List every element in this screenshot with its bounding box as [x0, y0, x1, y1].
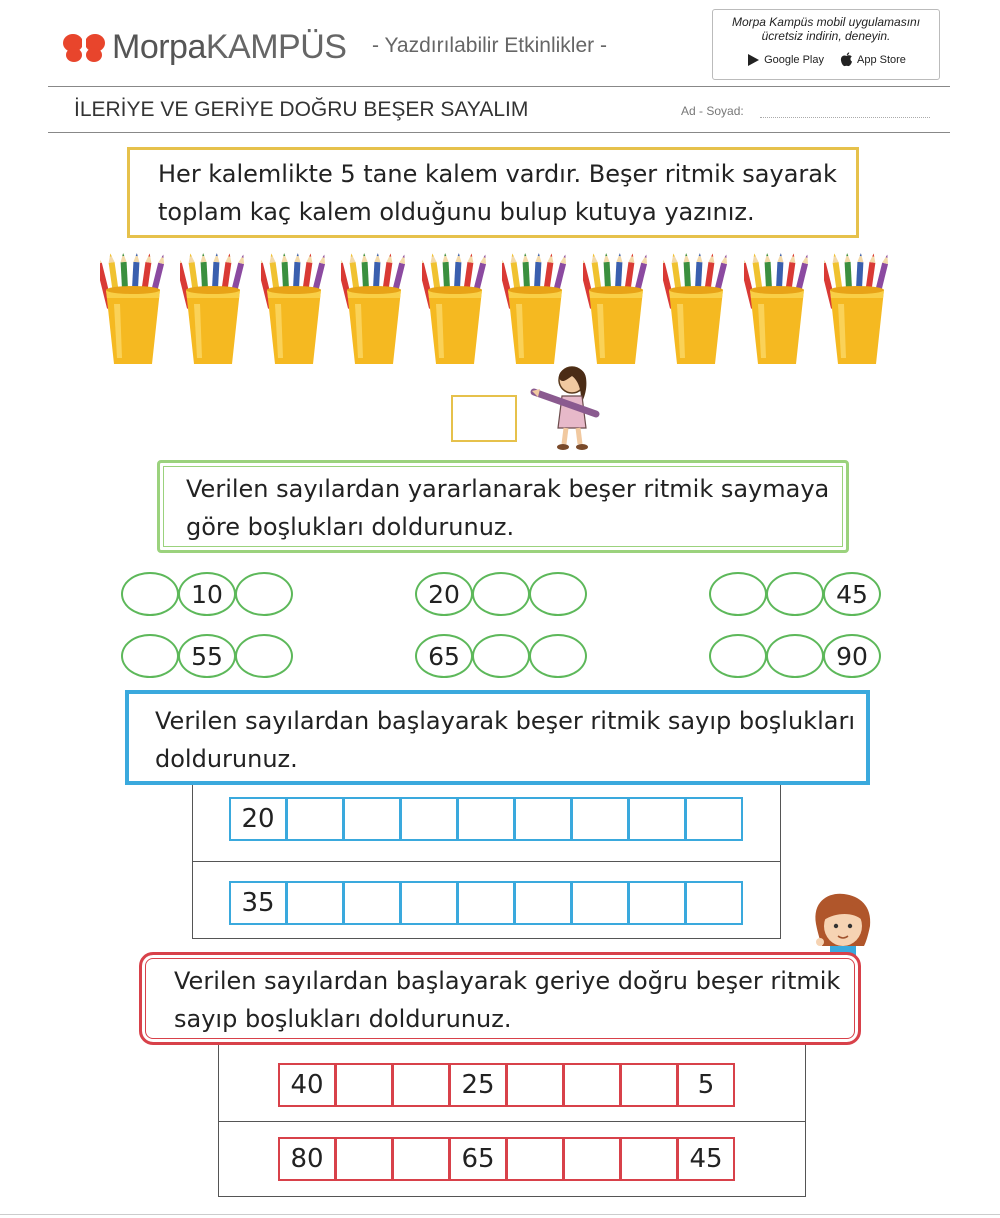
- blank-answer-cell[interactable]: [563, 1137, 621, 1181]
- blank-answer-oval[interactable]: [766, 634, 824, 678]
- oval-sequence: [415, 572, 586, 616]
- instruction-box-2: [157, 460, 849, 553]
- given-number-cell: 65: [449, 1137, 507, 1181]
- blank-answer-cell[interactable]: [628, 797, 686, 841]
- pencil-cup-icon: [341, 248, 407, 368]
- pencil-cup-icon: [502, 248, 568, 368]
- girl-pointing-illustration: [808, 890, 878, 956]
- morpa-logo: [62, 28, 346, 67]
- app-promo-line1: Morpa Kampüs mobil uygulamasını: [731, 15, 921, 29]
- instruction-box-4: [139, 952, 861, 1045]
- instruction-4-line2: sayıp boşlukları doldurunuz.: [174, 1005, 512, 1033]
- instruction-box-3: [125, 690, 870, 785]
- given-number-cell: 20: [229, 797, 287, 841]
- blank-answer-cell[interactable]: [514, 797, 572, 841]
- oval-sequence: [415, 634, 586, 678]
- blank-answer-oval[interactable]: [529, 572, 587, 616]
- blank-answer-oval[interactable]: [709, 634, 767, 678]
- given-number-oval: 90: [823, 634, 881, 678]
- instruction-4-line1: Verilen sayılardan başlayarak geriye doğru beşer ritmik: [174, 967, 841, 995]
- given-number-oval: 10: [178, 572, 236, 616]
- blank-answer-oval[interactable]: [529, 634, 587, 678]
- name-field[interactable]: [760, 117, 930, 118]
- number-cell-row: [278, 1063, 734, 1107]
- butterfly-logo-icon: [62, 33, 106, 63]
- oval-sequence: [121, 634, 292, 678]
- blank-answer-cell[interactable]: [335, 1137, 393, 1181]
- app-promo-box: [712, 9, 940, 80]
- blank-answer-cell[interactable]: [343, 881, 401, 925]
- given-number-oval: 20: [415, 572, 473, 616]
- blank-answer-cell[interactable]: [514, 881, 572, 925]
- pencil-cup-icon: [180, 248, 246, 368]
- given-number-cell: 45: [677, 1137, 735, 1181]
- pencil-cup-icon: [261, 248, 327, 368]
- tagline: - Yazdırılabilir Etkinlikler -: [372, 34, 607, 57]
- instruction-1-line1: Her kalemlikte 5 tane kalem vardır. Beşer ritmik sayarak: [158, 160, 837, 188]
- pencil-cup-icon: [663, 248, 729, 368]
- given-number-cell: 40: [278, 1063, 336, 1107]
- blank-answer-cell[interactable]: [400, 881, 458, 925]
- blank-answer-oval[interactable]: [472, 634, 530, 678]
- blank-answer-cell[interactable]: [286, 881, 344, 925]
- given-number-oval: 45: [823, 572, 881, 616]
- google-play-label: Google Play: [764, 53, 824, 66]
- blank-answer-cell[interactable]: [620, 1063, 678, 1107]
- blank-answer-oval[interactable]: [121, 572, 179, 616]
- pencil-cup-icon: [824, 248, 890, 368]
- oval-sequence: [709, 634, 880, 678]
- page-bottom-edge: [0, 1214, 1000, 1215]
- blank-answer-cell[interactable]: [571, 881, 629, 925]
- name-label: Ad - Soyad:: [681, 104, 744, 118]
- blank-answer-cell[interactable]: [506, 1063, 564, 1107]
- blank-answer-oval[interactable]: [766, 572, 824, 616]
- given-number-cell: 25: [449, 1063, 507, 1107]
- total-answer-box[interactable]: [451, 395, 517, 442]
- google-play-link[interactable]: [746, 52, 824, 67]
- title-divider: [48, 132, 950, 133]
- blank-answer-cell[interactable]: [571, 797, 629, 841]
- pencil-cup-icon: [583, 248, 649, 368]
- given-number-oval: 55: [178, 634, 236, 678]
- given-number-cell: 80: [278, 1137, 336, 1181]
- header-divider: [48, 86, 950, 87]
- instruction-2-line2: göre boşlukları doldurunuz.: [186, 513, 515, 541]
- blank-answer-cell[interactable]: [335, 1063, 393, 1107]
- pencil-cup-icon: [422, 248, 488, 368]
- panel-divider: [192, 861, 781, 862]
- blank-answer-cell[interactable]: [628, 881, 686, 925]
- oval-sequence: [709, 572, 880, 616]
- blank-answer-oval[interactable]: [472, 572, 530, 616]
- blank-answer-cell[interactable]: [563, 1063, 621, 1107]
- app-store-link[interactable]: [840, 52, 906, 67]
- blank-answer-cell[interactable]: [506, 1137, 564, 1181]
- oval-sequence: [121, 572, 292, 616]
- instruction-2-line1: Verilen sayılardan yararlanarak beşer ritmik saymaya: [186, 475, 830, 503]
- pencil-cup-icon: [744, 248, 810, 368]
- blank-answer-cell[interactable]: [400, 797, 458, 841]
- number-cell-row: [229, 881, 742, 925]
- instruction-1-line2: toplam kaç kalem olduğunu bulup kutuya yazınız.: [158, 198, 755, 226]
- app-store-label: App Store: [857, 53, 906, 66]
- blank-answer-oval[interactable]: [235, 572, 293, 616]
- panel-divider: [218, 1121, 806, 1122]
- blank-answer-cell[interactable]: [685, 797, 743, 841]
- blank-answer-cell[interactable]: [286, 797, 344, 841]
- blank-answer-cell[interactable]: [685, 881, 743, 925]
- blank-answer-cell[interactable]: [457, 881, 515, 925]
- apple-icon: [840, 52, 853, 67]
- pencil-cups-row: [100, 248, 890, 373]
- blank-answer-cell[interactable]: [343, 797, 401, 841]
- blank-answer-cell[interactable]: [620, 1137, 678, 1181]
- app-promo-line2: ücretsiz indirin, deneyin.: [761, 29, 891, 43]
- instruction-box-1: [127, 147, 859, 238]
- number-cell-row: [229, 797, 742, 841]
- play-icon: [746, 53, 760, 67]
- instruction-3-line2: doldurunuz.: [155, 745, 298, 773]
- pencil-cup-icon: [100, 248, 166, 368]
- blank-answer-cell[interactable]: [392, 1063, 450, 1107]
- blank-answer-oval[interactable]: [235, 634, 293, 678]
- given-number-oval: 65: [415, 634, 473, 678]
- given-number-cell: 35: [229, 881, 287, 925]
- blank-answer-cell[interactable]: [457, 797, 515, 841]
- given-number-cell: 5: [677, 1063, 735, 1107]
- instruction-3-line1: Verilen sayılardan başlayarak beşer ritmik sayıp boşlukları: [155, 707, 855, 735]
- blank-answer-cell[interactable]: [392, 1137, 450, 1181]
- blank-answer-oval[interactable]: [709, 572, 767, 616]
- logo-prefix: Morpa: [112, 28, 206, 66]
- blank-answer-oval[interactable]: [121, 634, 179, 678]
- page-title: İLERİYE VE GERİYE DOĞRU BEŞER SAYALIM: [74, 98, 529, 121]
- logo-suffix: KAMPÜS: [205, 28, 347, 66]
- number-cell-row: [278, 1137, 734, 1181]
- girl-with-pencil-illustration: [528, 362, 603, 452]
